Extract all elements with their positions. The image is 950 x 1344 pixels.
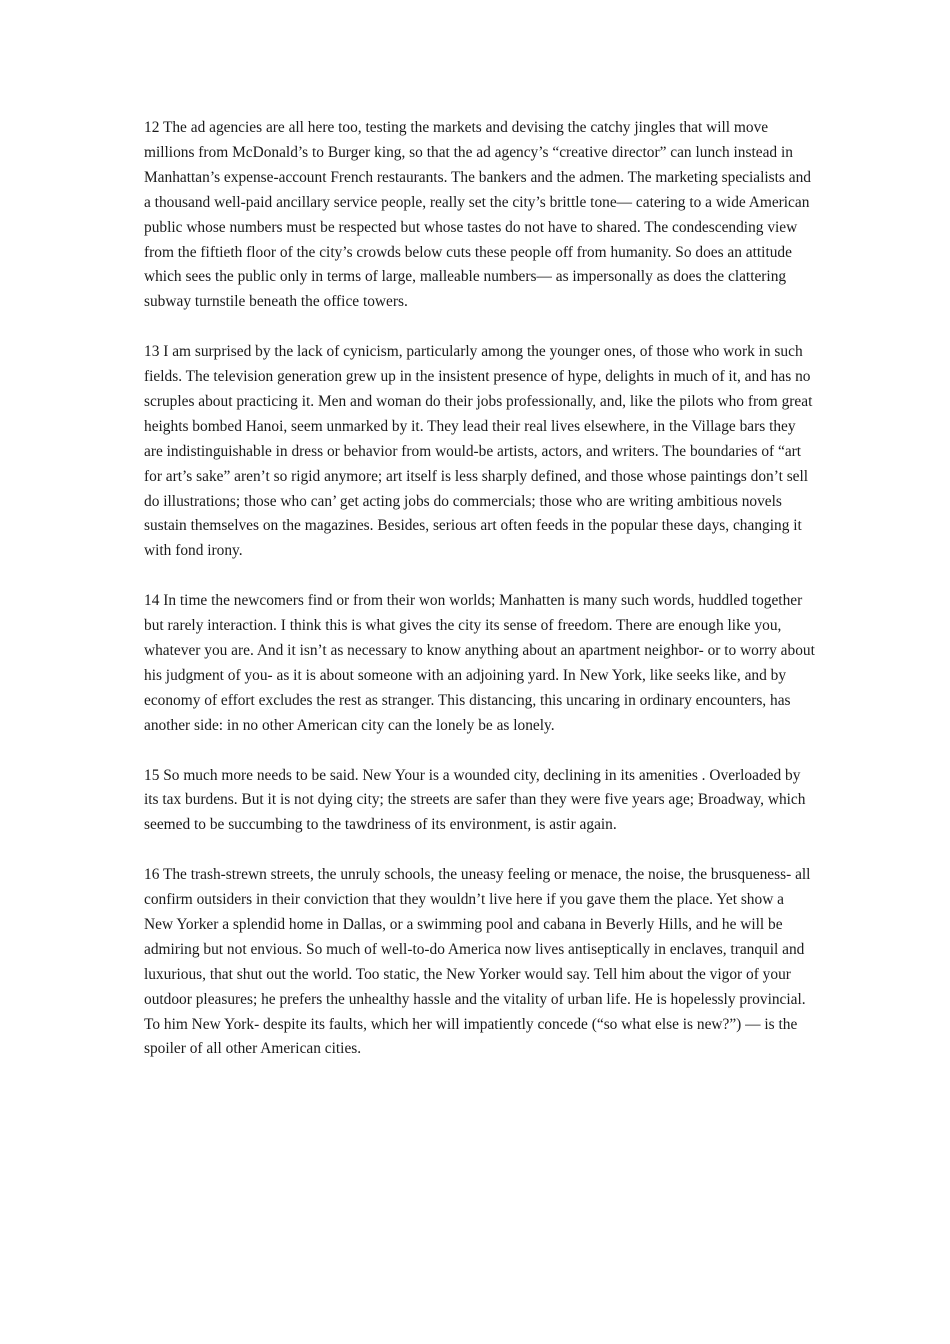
paragraph-16: 16 The trash-strewn streets, the unruly schools, the uneasy feeling or menace, the noise, the brusqueness- all confirm outsiders in their conviction that they wouldn’t live here if you gave them the place. Yet show a New Yorker a splendid home in Dallas, or a swimming pool and cabana in Beverly Hills, and he will be admiring but not envious. So much of well-to-do America now lives antiseptically in enclaves, tranquil and luxurious, that shut out the world. Too static, the New Yorker would say. Tell him about the vigor of your outdoor pleasures; he prefers the unhealthy hassle and the vitality of urban life. He is hopelessly provincial. To him New York- despite its faults, which her will impatiently concede (“so what else is new?”) — is the spoiler of all other American cities. — [144, 866, 811, 1058]
paragraph-13: 13 I am surprised by the lack of cynicism, particularly among the younger ones, of those who work in such fields. The television generation grew up in the insistent presence of hype, delights in much of it, and has no scruples about practicing it. Men and woman do their jobs professionally, and, like the pilots who from great heights bombed Hanoi, seem unmarked by it. They lead their real lives elsewhere, in the Village bars they are indistinguishable in dress or behavior from would-be artists, actors, and writers. The boundaries of “art for art’s sake” aren’t so rigid anymore; art itself is less sharply defined, and those whose paintings don’t sell do illustrations; those who can’ get acting jobs do commercials; those who are writing ambitious novels sustain themselves on the magazines. Besides, serious art often feeds in the popular these days, changing it with fond irony. — [144, 343, 813, 560]
paragraph-15: 15 So much more needs to be said. New Your is a wounded city, declining in its amenities . Overloaded by its tax burdens. But it is not dying city; the streets are safer than they were five years age; Broadway, which seemed to be succumbing to the tawdriness of its environment, is astir again. — [144, 766, 806, 834]
paragraph-14: 14 In time the newcomers find or from their won worlds; Manhatten is many such words, huddled together but rarely interaction. I think this is what gives the city its sense of freedom. There are enough like you, whatever you are. And it isn’t as necessary to know anything about an apartment neighbor- or to worry about his judgment of you- as it is about someone with an adjoining yard. In New York, like seeks like, and by economy of effort excludes the rest as stranger. This distancing, this uncaring in ordinary encounters, has another side: in no other American city can the lonely be as lonely. — [144, 592, 815, 734]
document-body — [144, 116, 816, 1087]
paragraph-12: 12 The ad agencies are all here too, testing the markets and devising the catchy jingles that will move millions from McDonald’s to Burger king, so that the ad agency’s “creative director” can lunch instead in Manhattan’s expense-account French restaurants. The bankers and the admen. The marketing specialists and a thousand well-paid ancillary service people, really set the city’s brittle tone— catering to a wide American public whose numbers must be respected but whose tastes do not have to shared. The condescending view from the fiftieth floor of the city’s crowds below cuts these people off from humanity. So does an attitude which sees the public only in terms of large, malleable numbers— as impersonally as does the clattering subway turnstile beneath the office towers. — [144, 119, 811, 311]
